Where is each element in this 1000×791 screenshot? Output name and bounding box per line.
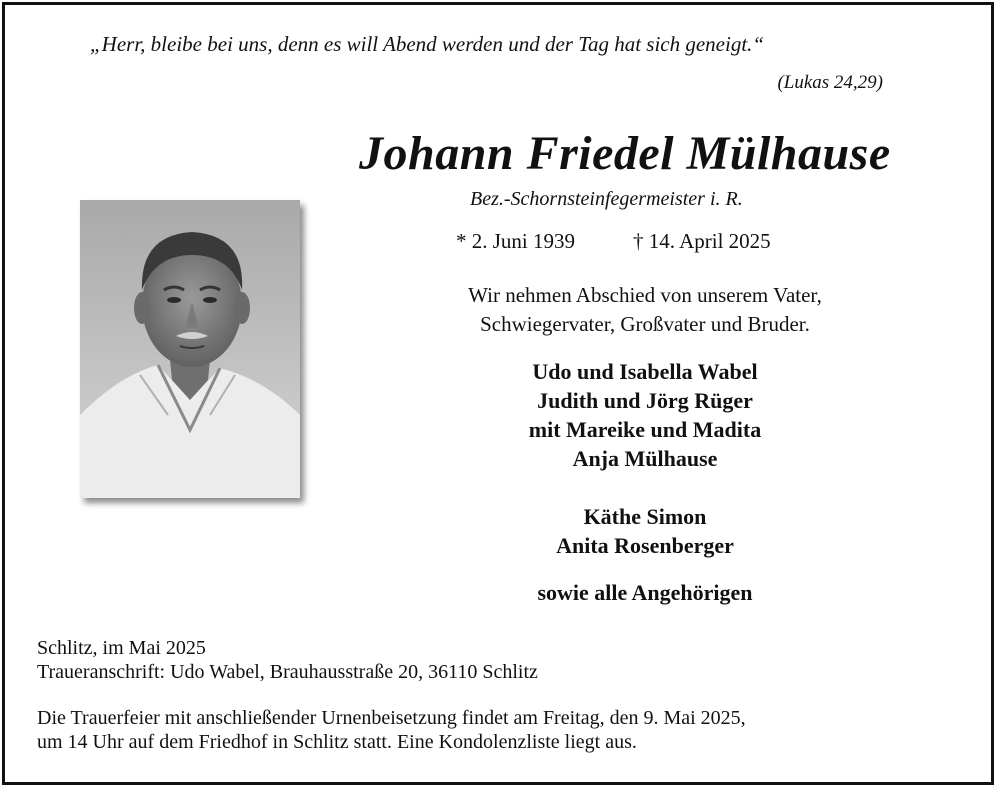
mourners-group-1 [400, 357, 890, 473]
bible-reference: (Lukas 24,29) [777, 72, 883, 93]
mourners-group-2 [400, 502, 890, 560]
bible-quote: „Herr, bleibe bei uns, denn es will Abend werden und der Tag hat sich geneigt.“ [90, 32, 765, 56]
mourner-name: Anita Rosenberger [556, 533, 734, 558]
mourners-group-3 [400, 578, 890, 607]
farewell-line: Schwiegervater, Großvater und Bruder. [480, 312, 810, 336]
death-date: † 14. April 2025 [633, 229, 771, 253]
mourner-name: Anja Mülhause [572, 446, 718, 471]
place-date: Schlitz, im Mai 2025 [37, 637, 206, 659]
birth-date: * 2. Juni 1939 [456, 229, 576, 253]
mourner-name: mit Mareike und Madita [528, 417, 762, 442]
ceremony-line: um 14 Uhr auf dem Friedhof in Schlitz statt. Eine Kondolenzliste liegt aus. [37, 731, 637, 753]
ceremony-info [37, 706, 967, 754]
deceased-name: Johann Friedel Mülhause [359, 127, 891, 180]
deceased-title: Bez.-Schornsteinfegermeister i. R. [470, 188, 743, 210]
mourner-name: sowie alle Angehörigen [537, 580, 753, 605]
farewell-text [400, 281, 890, 339]
mourner-name: Käthe Simon [583, 504, 707, 529]
farewell-line: Wir nehmen Abschied von unserem Vater, [468, 283, 822, 307]
ceremony-line: Die Trauerfeier mit anschließender Urnenbeisetzung findet am Freitag, den 9. Mai 2025, [37, 707, 746, 729]
portrait-photo-icon [80, 200, 300, 498]
mourning-address: Traueranschrift: Udo Wabel, Brauhausstraße 20, 36110 Schlitz [37, 661, 538, 683]
footer-info [37, 636, 967, 684]
portrait-photo [80, 200, 300, 498]
mourner-name: Udo und Isabella Wabel [532, 359, 758, 384]
mourner-name: Judith und Jörg Rüger [537, 388, 753, 413]
